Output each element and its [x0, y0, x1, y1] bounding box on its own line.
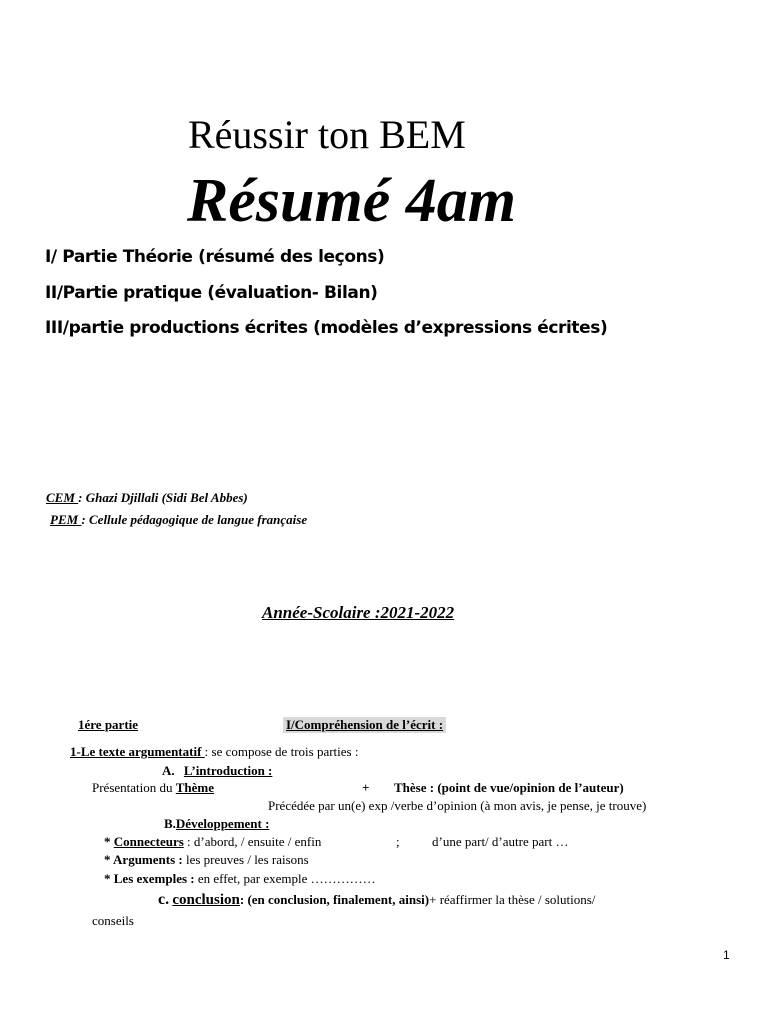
pem-line [50, 512, 307, 528]
intro-label: L’introduction : [183, 763, 273, 778]
these-label: Thèse : (point de vue/opinion de l’auteur) [394, 780, 624, 795]
connecteurs-star: * [104, 834, 114, 849]
intro-marker: A. [162, 763, 175, 778]
argumentatif-text: : se compose de trois parties : [204, 744, 359, 759]
intro-heading [162, 763, 272, 779]
exemples-label: * Les exemples : [104, 871, 195, 886]
arguments-line [104, 852, 309, 868]
connecteurs-more: d’une part/ d’autre part … [432, 834, 569, 849]
developpement-label: Développement : [175, 816, 270, 831]
connecteurs-separator: ; [396, 834, 400, 849]
cem-line [46, 490, 248, 506]
cem-value: : Ghazi Djillali (Sidi Bel Abbes) [78, 490, 248, 505]
arguments-label: * Arguments : [104, 852, 183, 867]
argumentatif-line [70, 744, 358, 760]
argumentatif-label: 1-Le texte argumentatif [70, 744, 205, 759]
page-subtitle: Résumé 4am [187, 167, 516, 235]
summary-item: III/partie productions écrites (modèles d’expressions écrites) [45, 318, 608, 338]
conclusion-label: conclusion [172, 892, 240, 908]
conclusion-line [158, 891, 595, 909]
section-heading: I/Compréhension de l’écrit : [283, 717, 446, 733]
summary-item: I/ Partie Théorie (résumé des leçons) [45, 247, 385, 267]
conclusion-marker: c. [158, 891, 170, 908]
connecteurs-label: Connecteurs [113, 834, 184, 849]
theme-label: Thème [175, 780, 215, 795]
year-label: Année-Scolaire [262, 603, 375, 622]
connecteurs-text: : d’abord, / ensuite / enfin [183, 834, 322, 849]
page-title: Réussir ton BEM [188, 112, 466, 157]
developpement-heading [164, 816, 269, 832]
pem-value: : Cellule pédagogique de langue française [81, 512, 308, 527]
school-year [262, 603, 454, 623]
developpement-marker: B. [164, 816, 176, 831]
conclusion-examples: : (en conclusion, finalement, ainsi) [239, 892, 430, 907]
connecteurs-line [104, 834, 321, 850]
cem-label: CEM [46, 490, 79, 505]
conclusion-text: + réaffirmer la thèse / solutions/ [429, 892, 596, 907]
arguments-text: les preuves / les raisons [182, 852, 309, 867]
pem-label: PEM [50, 512, 82, 527]
exemples-text: en effet, par exemple …………… [194, 871, 376, 886]
exemples-line [104, 871, 376, 887]
page-number: 1 [723, 948, 730, 962]
conclusion-continuation: conseils [92, 913, 134, 928]
part-label: 1ére partie [78, 717, 139, 732]
summary-item: II/Partie pratique (évaluation- Bilan) [45, 283, 378, 303]
intro-line [92, 780, 214, 796]
intro-text: Présentation du [92, 780, 176, 795]
plus-sign: + [362, 780, 370, 795]
year-value: :2021-2022 [374, 603, 455, 622]
precedee-line: Précédée par un(e) exp /verbe d’opinion (à mon avis, je pense, je trouve) [268, 798, 647, 813]
